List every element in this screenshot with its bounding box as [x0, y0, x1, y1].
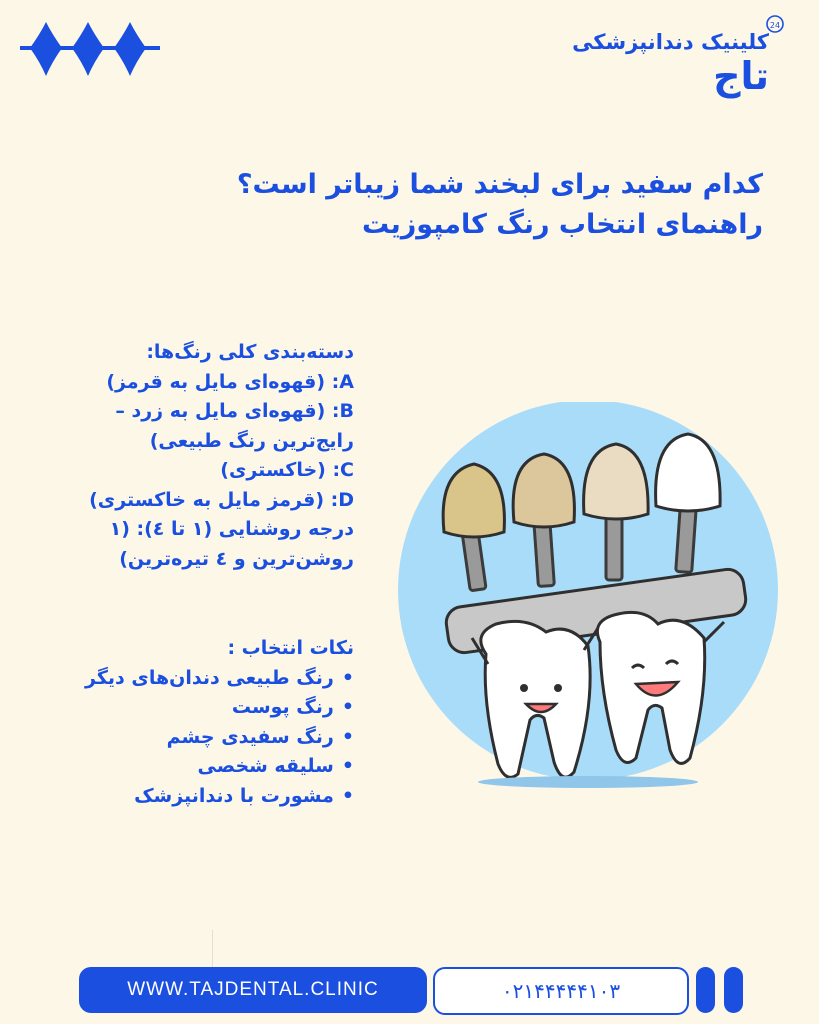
brand-title: تاج: [713, 54, 769, 98]
decorative-pill: [724, 967, 743, 1013]
list-item: • رنگ طبیعی دندان‌های دیگر: [28, 664, 354, 694]
headline-line-2: راهنمای انتخاب رنگ کامپوزیت: [362, 209, 763, 240]
page-title: [203, 166, 763, 246]
badge-text: 24: [769, 21, 781, 30]
category-item: C: (خاکستری): [220, 459, 354, 481]
brand-name: کلینیک دندانپزشکی: [572, 30, 769, 54]
teeth-shade-guide-icon: [386, 402, 796, 796]
list-item: • رنگ سفیدی چشم: [28, 723, 354, 753]
tips-list: [28, 664, 354, 812]
category-item: A: (قهوه‌ای مایل به قرمز): [106, 370, 354, 393]
list-item: • مشورت با دندانپزشک: [28, 782, 354, 812]
divider: [212, 930, 213, 970]
list-item: • رنگ پوست: [28, 693, 354, 723]
headline-line-1: کدام سفید برای لبخند شما زیباتر است؟: [236, 169, 763, 200]
selection-tips: [28, 634, 354, 811]
website-button[interactable]: WWW.TAJDENTAL.CLINIC: [79, 967, 427, 1013]
phone-button[interactable]: ۰۲۱۴۴۴۴۴۱۰۳: [433, 967, 689, 1015]
category-item: درجه روشنایی (۱ تا ٤): (۱ روشن‌ترین و ٤ تیره‌ترین): [109, 518, 354, 570]
categories-heading: دسته‌بندی کلی رنگ‌ها:: [146, 341, 354, 363]
decorative-pill: [696, 967, 715, 1013]
brand-logo: [572, 14, 795, 98]
color-categories: [28, 338, 354, 574]
category-item: D: (قرمز مایل به خاکستری): [89, 488, 354, 511]
logo-icon: [20, 20, 160, 86]
list-item: • سلیقه شخصی: [28, 752, 354, 782]
tips-heading: نکات انتخاب :: [227, 637, 354, 659]
clock-24-icon: [765, 14, 785, 38]
category-item: B: (قهوه‌ای مایل به زرد – رایج‌ترین رنگ طبیعی): [115, 400, 354, 452]
